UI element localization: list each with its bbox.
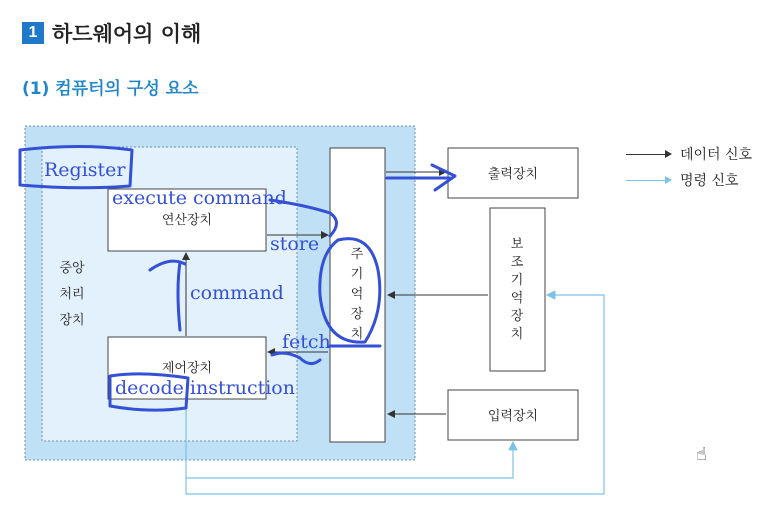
input-device-label: 입력장치 <box>487 409 539 424</box>
main-memory-char-3: 억 <box>350 287 364 302</box>
section-number-badge: 1 <box>22 22 44 44</box>
data-signal-arrow-icon <box>626 154 670 155</box>
aux-storage-char-2: 조 <box>510 255 524 270</box>
fetch-annotation: fetch <box>282 331 331 353</box>
cpu-label-line-3: 장치 <box>59 313 85 328</box>
cpu-label-line-2: 처리 <box>59 287 85 302</box>
main-memory-char-1: 주 <box>350 247 364 262</box>
legend-data-signal <box>626 144 752 164</box>
store-annotation: store <box>270 233 320 255</box>
aux-storage-box <box>490 208 545 371</box>
register-annotation: Register <box>44 159 126 181</box>
legend-command-signal-label: 명령 신호 <box>680 173 739 189</box>
command-annotation: command <box>190 282 284 304</box>
main-memory-char-4: 장 <box>350 307 364 322</box>
output-device-label: 출력장치 <box>487 167 539 182</box>
section-title: 하드웨어의 이해 <box>52 22 202 46</box>
aux-storage-char-1: 보 <box>510 237 524 252</box>
execute-command-annotation: execute command <box>112 187 287 209</box>
subsection-title: (1) 컴퓨터의 구성 요소 <box>22 79 199 99</box>
aux-storage-char-5: 장 <box>510 309 524 324</box>
decode-instruction-annotation: decode instruction <box>115 377 295 399</box>
main-memory-char-2: 기 <box>350 267 364 282</box>
legend-command-signal <box>626 170 739 190</box>
hand-cursor-icon: ☝ <box>696 444 707 465</box>
alu-label: 연산장치 <box>161 213 213 228</box>
main-memory-char-5: 치 <box>350 327 364 342</box>
command-signal-arrow-icon <box>626 180 670 181</box>
control-unit-label: 제어장치 <box>161 361 213 376</box>
aux-storage-char-6: 치 <box>510 327 524 342</box>
aux-storage-char-3: 기 <box>510 273 524 288</box>
cpu-label-line-1: 중앙 <box>59 261 85 276</box>
legend-data-signal-label: 데이터 신호 <box>680 147 753 163</box>
aux-storage-char-4: 억 <box>510 291 524 306</box>
